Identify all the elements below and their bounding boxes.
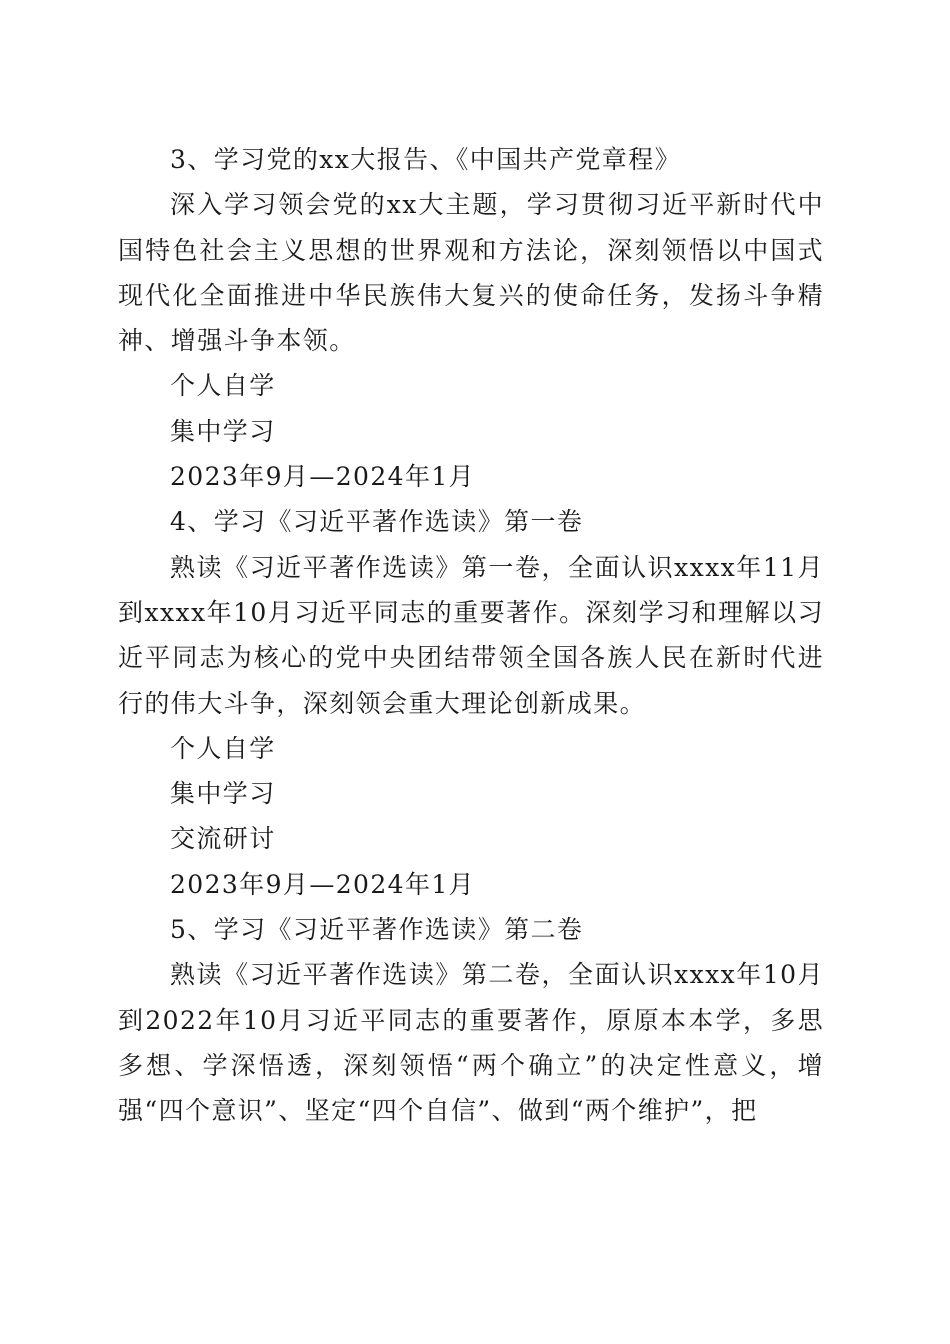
study-method: 个人自学 xyxy=(170,371,276,401)
document-body xyxy=(118,137,824,1134)
section-paragraph: 熟读《习近平著作选读》第二卷，全面认识xxxx年10月到2022年10月习近平同志的重要著作，原原本本学，多思多想、学深悟透，深刻领悟“两个确立”的决定性意义，增强“四个意识”、坚定“四个自信”、做到“两个维护”，把 xyxy=(118,960,824,1126)
study-period: 2023年9月—2024年1月 xyxy=(170,869,476,899)
study-method: 集中学习 xyxy=(170,779,276,809)
section-heading: 4、学习《习近平著作选读》第一卷 xyxy=(170,507,584,537)
study-method: 集中学习 xyxy=(170,416,276,446)
study-period: 2023年9月—2024年1月 xyxy=(170,462,476,492)
study-method: 交流研讨 xyxy=(170,824,276,854)
section-paragraph: 深入学习领会党的xx大主题，学习贯彻习近平新时代中国特色社会主义思想的世界观和方法论，深刻领悟以中国式现代化全面推进中华民族伟大复兴的使命任务，发扬斗争精神、增强斗争本领。 xyxy=(118,190,824,356)
section-heading: 5、学习《习近平著作选读》第二卷 xyxy=(170,915,584,945)
section-heading: 3、学习党的xx大报告、《中国共产党章程》 xyxy=(170,145,682,174)
study-method: 个人自学 xyxy=(170,733,276,763)
section-paragraph: 熟读《习近平著作选读》第一卷，全面认识xxxx年11月到xxxx年10月习近平同志的重要著作。深刻学习和理解以习近平同志为核心的党中央团结带领全国各族人民在新时代进行的伟大斗争，深刻领会重大理论创新成果。 xyxy=(118,552,824,718)
